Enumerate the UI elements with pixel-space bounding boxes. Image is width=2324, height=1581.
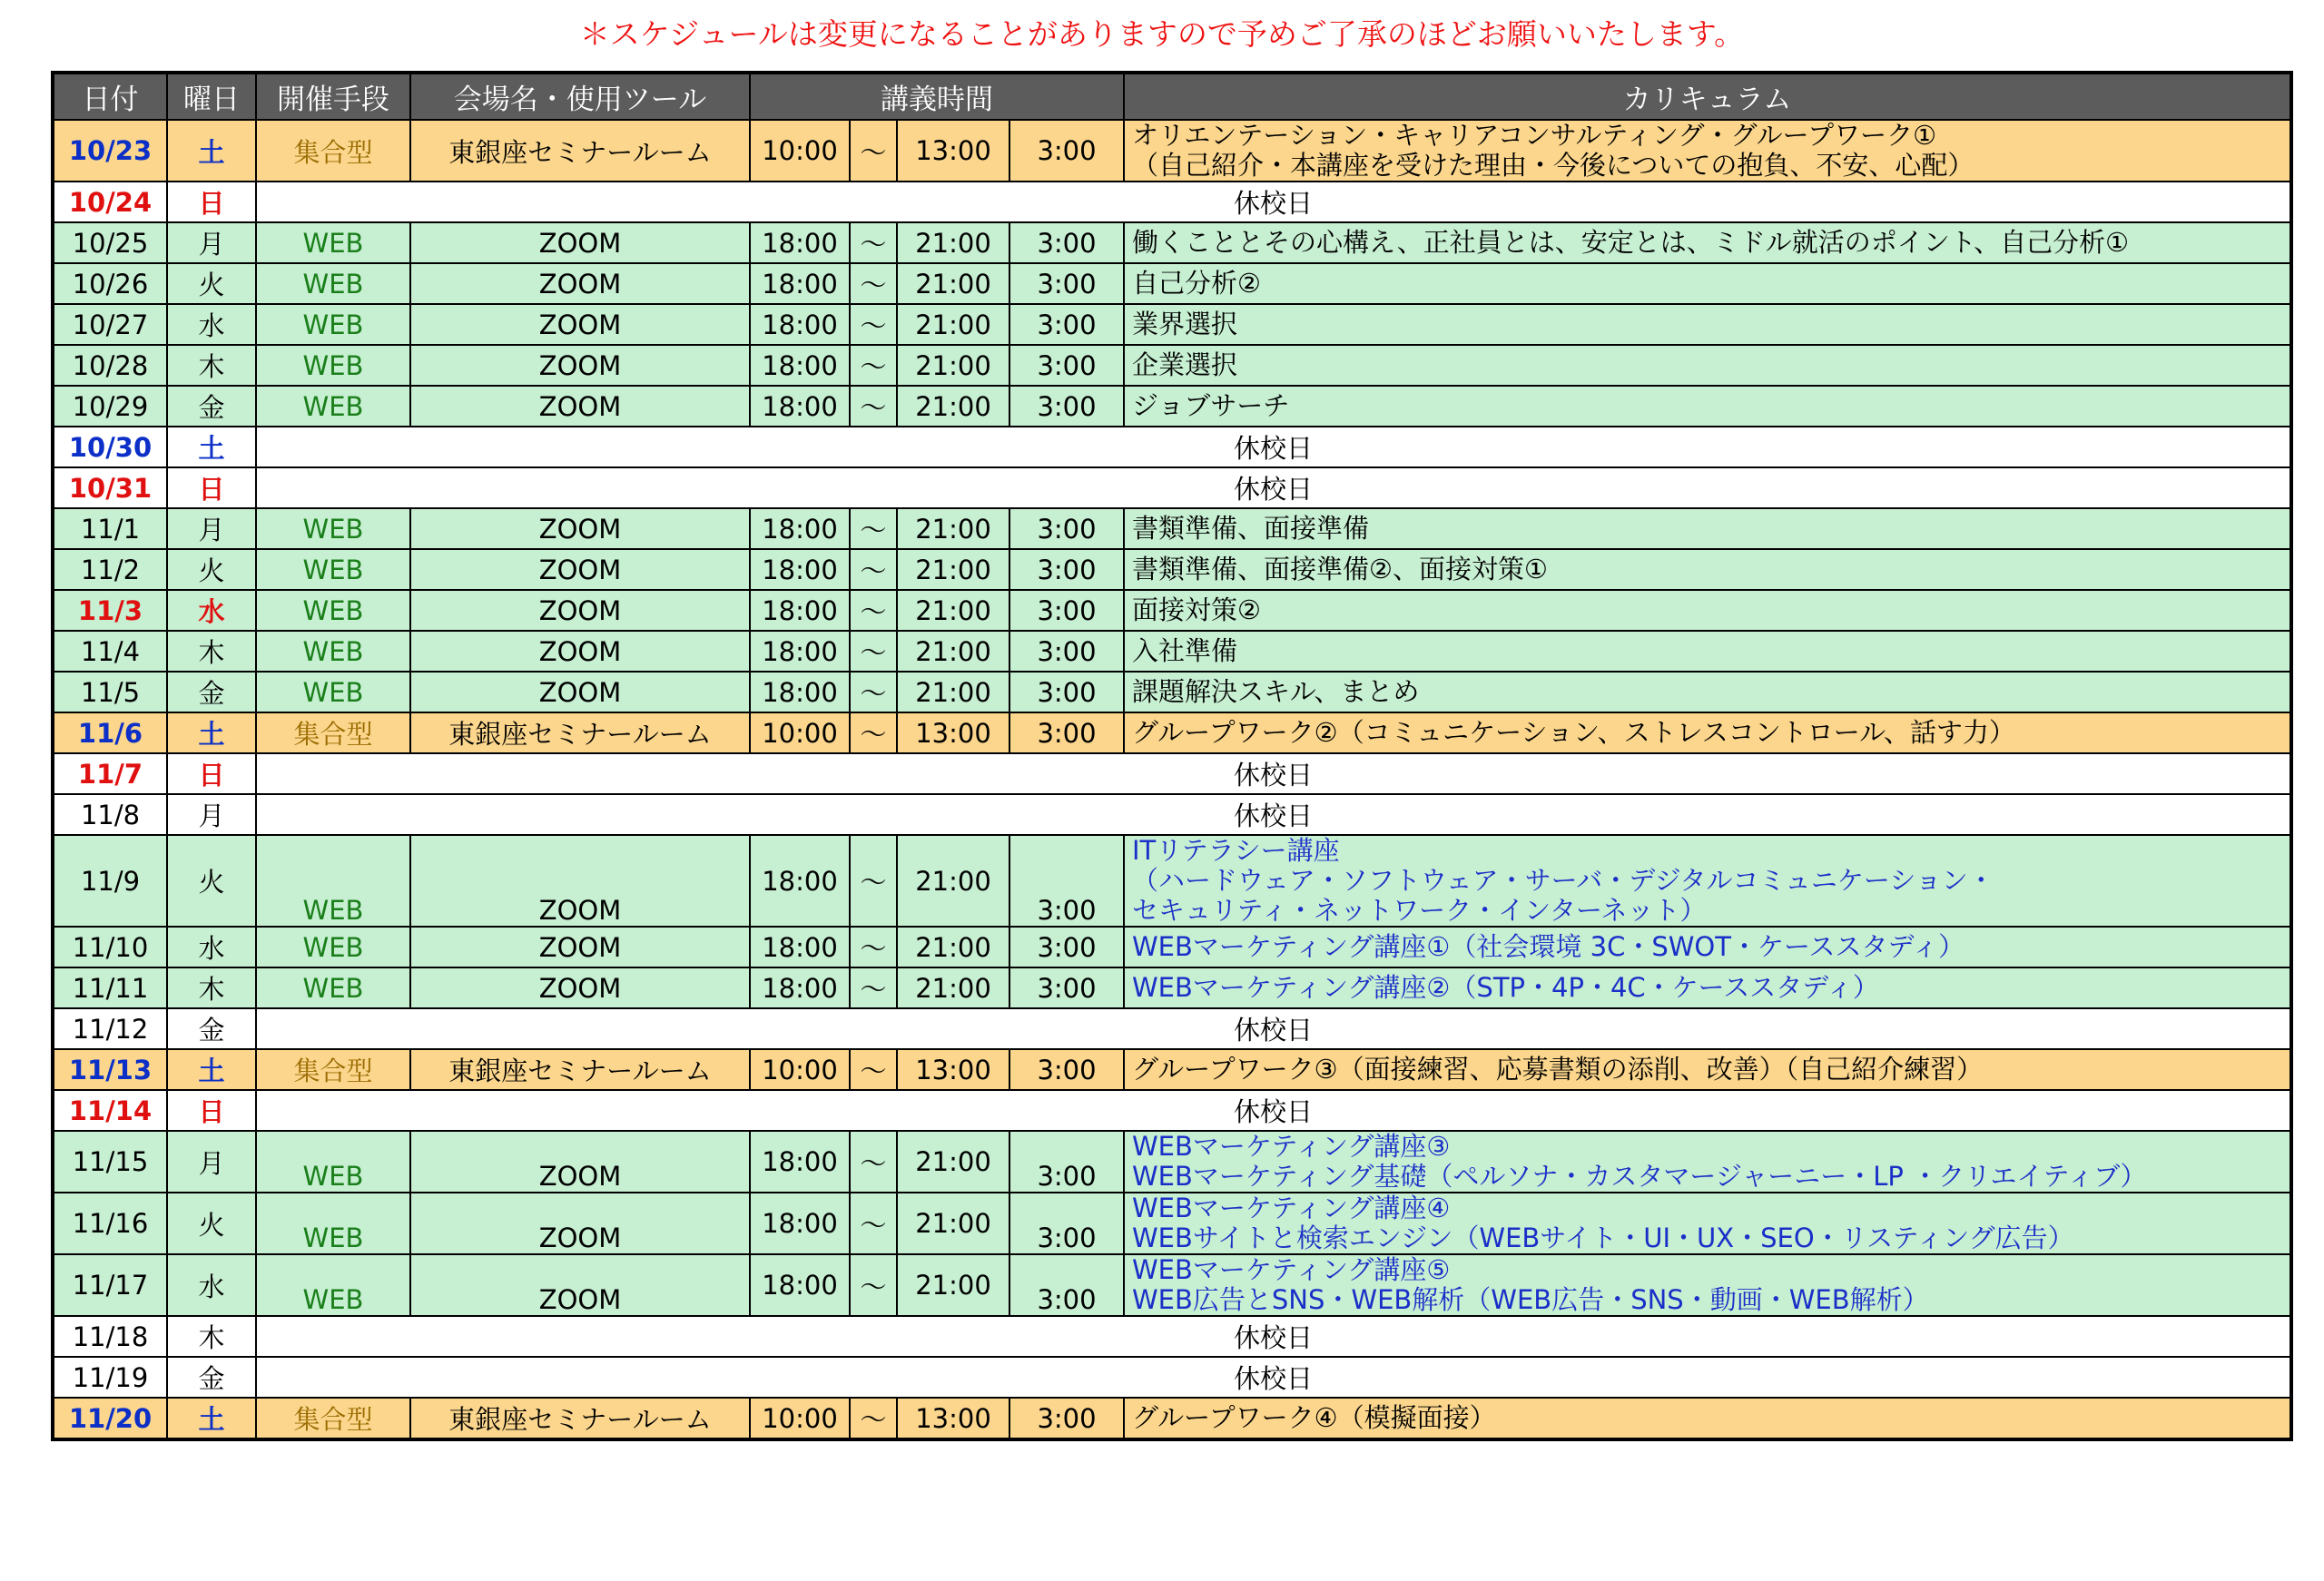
date-cell: 11/11 [53, 967, 167, 1008]
mode-cell: WEB [256, 967, 410, 1008]
table-row [53, 1316, 2291, 1357]
holiday-cell: 休校日 [256, 753, 2291, 794]
weekday-cell: 土 [167, 427, 256, 467]
date-cell: 10/24 [53, 182, 167, 222]
table-row [53, 222, 2291, 263]
mode-cell: WEB [256, 263, 410, 304]
curriculum-cell [1124, 549, 2291, 590]
holiday-cell: 休校日 [256, 467, 2291, 508]
date-cell: 11/16 [53, 1193, 167, 1254]
table-row [53, 549, 2291, 590]
mode-cell: WEB [256, 1254, 410, 1316]
weekday-cell: 土 [167, 1398, 256, 1439]
curriculum-line: 業界選択 [1132, 309, 1238, 339]
mode-cell: WEB [256, 1131, 410, 1193]
start-time-cell: 18:00 [750, 1193, 850, 1254]
weekday-cell: 日 [167, 467, 256, 508]
end-time-cell: 21:00 [897, 1131, 1009, 1193]
date-cell: 11/19 [53, 1357, 167, 1398]
venue-cell: ZOOM [410, 927, 750, 967]
mode-cell: WEB [256, 345, 410, 386]
end-time-cell: 13:00 [897, 120, 1009, 182]
weekday-cell: 月 [167, 508, 256, 549]
curriculum-line: WEBマーケティング講座①（社会環境 3C・SWOT・ケーススタディ） [1132, 931, 1965, 962]
header-venue: 会場名・使用ツール [410, 73, 750, 120]
start-time-cell: 18:00 [750, 1131, 850, 1193]
end-time-cell: 21:00 [897, 1254, 1009, 1316]
curriculum-cell [1124, 835, 2291, 927]
table-row [53, 1090, 2291, 1131]
date-cell: 11/13 [53, 1049, 167, 1090]
time-separator-cell: 〜 [850, 304, 897, 345]
schedule-body [53, 120, 2291, 1439]
table-row [53, 1357, 2291, 1398]
curriculum-cell [1124, 631, 2291, 672]
curriculum-cell [1124, 927, 2291, 967]
time-separator-cell: 〜 [850, 508, 897, 549]
holiday-cell: 休校日 [256, 1090, 2291, 1131]
weekday-cell: 金 [167, 1008, 256, 1049]
date-cell: 11/20 [53, 1398, 167, 1439]
end-time-cell: 21:00 [897, 222, 1009, 263]
holiday-cell: 休校日 [256, 1357, 2291, 1398]
table-row [53, 967, 2291, 1008]
start-time-cell: 18:00 [750, 835, 850, 927]
start-time-cell: 18:00 [750, 549, 850, 590]
curriculum-cell [1124, 1049, 2291, 1090]
table-row [53, 1398, 2291, 1439]
weekday-cell: 月 [167, 794, 256, 835]
mode-cell: 集合型 [256, 712, 410, 753]
curriculum-line: WEBマーケティング講座②（STP・4P・4C・ケーススタディ） [1132, 972, 1879, 1003]
time-separator-cell: 〜 [850, 967, 897, 1008]
curriculum-line: WEBマーケティング講座④ [1132, 1193, 1451, 1223]
date-cell: 11/12 [53, 1008, 167, 1049]
time-separator-cell: 〜 [850, 1254, 897, 1316]
duration-cell: 3:00 [1009, 672, 1124, 712]
table-row [53, 1254, 2291, 1316]
duration-cell: 3:00 [1009, 1193, 1124, 1254]
weekday-cell: 木 [167, 967, 256, 1008]
start-time-cell: 18:00 [750, 263, 850, 304]
date-cell: 11/3 [53, 590, 167, 631]
end-time-cell: 13:00 [897, 1398, 1009, 1439]
time-separator-cell: 〜 [850, 927, 897, 967]
curriculum-cell [1124, 590, 2291, 631]
curriculum-cell [1124, 1254, 2291, 1316]
table-row [53, 712, 2291, 753]
duration-cell: 3:00 [1009, 590, 1124, 631]
curriculum-line: 働くこととその心構え、正社員とは、安定とは、ミドル就活のポイント、自己分析① [1132, 227, 2130, 258]
curriculum-line: 自己分析② [1132, 268, 1261, 299]
curriculum-line: オリエンテーション・キャリアコンサルティング・グループワーク① [1132, 120, 1937, 151]
duration-cell: 3:00 [1009, 967, 1124, 1008]
duration-cell: 3:00 [1009, 508, 1124, 549]
time-separator-cell: 〜 [850, 345, 897, 386]
duration-cell: 3:00 [1009, 1131, 1124, 1193]
table-row [53, 508, 2291, 549]
start-time-cell: 10:00 [750, 1398, 850, 1439]
mode-cell: WEB [256, 304, 410, 345]
end-time-cell: 21:00 [897, 835, 1009, 927]
curriculum-cell [1124, 967, 2291, 1008]
date-cell: 11/14 [53, 1090, 167, 1131]
time-separator-cell: 〜 [850, 672, 897, 712]
weekday-cell: 木 [167, 345, 256, 386]
venue-cell: ZOOM [410, 386, 750, 427]
date-cell: 11/15 [53, 1131, 167, 1193]
venue-cell: ZOOM [410, 222, 750, 263]
holiday-cell: 休校日 [256, 1316, 2291, 1357]
start-time-cell: 18:00 [750, 222, 850, 263]
curriculum-line: グループワーク③（面接練習、応募書類の添削、改善）（自己紹介練習） [1132, 1054, 1984, 1085]
curriculum-cell [1124, 386, 2291, 427]
table-row [53, 1193, 2291, 1254]
curriculum-line: セキュリティ・ネットワーク・インターネット） [1132, 895, 1707, 926]
end-time-cell: 21:00 [897, 386, 1009, 427]
date-cell: 11/6 [53, 712, 167, 753]
date-cell: 10/28 [53, 345, 167, 386]
start-time-cell: 18:00 [750, 508, 850, 549]
venue-cell: ZOOM [410, 263, 750, 304]
date-cell: 10/23 [53, 120, 167, 182]
end-time-cell: 21:00 [897, 549, 1009, 590]
venue-cell: ZOOM [410, 672, 750, 712]
curriculum-cell [1124, 263, 2291, 304]
weekday-cell: 水 [167, 1254, 256, 1316]
weekday-cell: 土 [167, 712, 256, 753]
weekday-cell: 日 [167, 182, 256, 222]
date-cell: 11/4 [53, 631, 167, 672]
venue-cell: ZOOM [410, 549, 750, 590]
header-mode: 開催手段 [256, 73, 410, 120]
date-cell: 10/25 [53, 222, 167, 263]
time-separator-cell: 〜 [850, 1131, 897, 1193]
date-cell: 11/8 [53, 794, 167, 835]
date-cell: 11/18 [53, 1316, 167, 1357]
holiday-cell: 休校日 [256, 427, 2291, 467]
weekday-cell: 月 [167, 222, 256, 263]
table-row [53, 927, 2291, 967]
date-cell: 10/31 [53, 467, 167, 508]
table-row [53, 753, 2291, 794]
date-cell: 11/7 [53, 753, 167, 794]
date-cell: 10/30 [53, 427, 167, 467]
mode-cell: WEB [256, 927, 410, 967]
table-row [53, 590, 2291, 631]
curriculum-line: ITリテラシー講座 [1132, 835, 1340, 866]
mode-cell: 集合型 [256, 1398, 410, 1439]
curriculum-line: 入社準備 [1132, 635, 1238, 666]
holiday-cell: 休校日 [256, 182, 2291, 222]
duration-cell: 3:00 [1009, 631, 1124, 672]
mode-cell: WEB [256, 631, 410, 672]
curriculum-line: グループワーク②（コミュニケーション、ストレスコントロール、話す力） [1132, 717, 2015, 748]
duration-cell: 3:00 [1009, 1398, 1124, 1439]
curriculum-cell [1124, 222, 2291, 263]
table-row [53, 304, 2291, 345]
duration-cell: 3:00 [1009, 386, 1124, 427]
schedule-notice: ＊スケジュールは変更になることがありますので予めご了承のほどお願いいたします。 [579, 16, 1745, 52]
table-row [53, 631, 2291, 672]
mode-cell: WEB [256, 549, 410, 590]
time-separator-cell: 〜 [850, 1398, 897, 1439]
start-time-cell: 10:00 [750, 712, 850, 753]
weekday-cell: 木 [167, 631, 256, 672]
table-row [53, 263, 2291, 304]
start-time-cell: 18:00 [750, 631, 850, 672]
time-separator-cell: 〜 [850, 386, 897, 427]
duration-cell: 3:00 [1009, 712, 1124, 753]
curriculum-line: （自己紹介・本講座を受けた理由・今後についての抱負、不安、心配） [1132, 150, 1974, 181]
duration-cell: 3:00 [1009, 222, 1124, 263]
end-time-cell: 13:00 [897, 712, 1009, 753]
table-row [53, 1049, 2291, 1090]
end-time-cell: 21:00 [897, 345, 1009, 386]
time-separator-cell: 〜 [850, 549, 897, 590]
date-cell: 11/17 [53, 1254, 167, 1316]
weekday-cell: 火 [167, 549, 256, 590]
venue-cell: ZOOM [410, 835, 750, 927]
weekday-cell: 金 [167, 1357, 256, 1398]
curriculum-line: グループワーク④（模擬面接） [1132, 1402, 1496, 1433]
holiday-cell: 休校日 [256, 1008, 2291, 1049]
date-cell: 10/26 [53, 263, 167, 304]
mode-cell: 集合型 [256, 1049, 410, 1090]
weekday-cell: 木 [167, 1316, 256, 1357]
mode-cell: WEB [256, 835, 410, 927]
weekday-cell: 金 [167, 386, 256, 427]
curriculum-cell [1124, 1193, 2291, 1254]
duration-cell: 3:00 [1009, 927, 1124, 967]
duration-cell: 3:00 [1009, 835, 1124, 927]
mode-cell: WEB [256, 386, 410, 427]
venue-cell: ZOOM [410, 304, 750, 345]
date-cell: 10/29 [53, 386, 167, 427]
duration-cell: 3:00 [1009, 263, 1124, 304]
venue-cell: ZOOM [410, 1254, 750, 1316]
table-row [53, 120, 2291, 182]
date-cell: 11/2 [53, 549, 167, 590]
time-separator-cell: 〜 [850, 712, 897, 753]
time-separator-cell: 〜 [850, 631, 897, 672]
end-time-cell: 21:00 [897, 672, 1009, 712]
start-time-cell: 18:00 [750, 1254, 850, 1316]
mode-cell: WEB [256, 672, 410, 712]
venue-cell: ZOOM [410, 508, 750, 549]
start-time-cell: 10:00 [750, 120, 850, 182]
duration-cell: 3:00 [1009, 345, 1124, 386]
start-time-cell: 18:00 [750, 345, 850, 386]
table-row [53, 386, 2291, 427]
end-time-cell: 21:00 [897, 927, 1009, 967]
venue-cell: ZOOM [410, 590, 750, 631]
date-cell: 10/27 [53, 304, 167, 345]
weekday-cell: 水 [167, 590, 256, 631]
duration-cell: 3:00 [1009, 304, 1124, 345]
venue-cell: ZOOM [410, 967, 750, 1008]
mode-cell: WEB [256, 222, 410, 263]
curriculum-cell [1124, 1131, 2291, 1193]
curriculum-cell [1124, 508, 2291, 549]
table-row [53, 427, 2291, 467]
header-weekday: 曜日 [167, 73, 256, 120]
curriculum-cell [1124, 345, 2291, 386]
table-row [53, 1008, 2291, 1049]
time-separator-cell: 〜 [850, 1193, 897, 1254]
weekday-cell: 月 [167, 1131, 256, 1193]
weekday-cell: 火 [167, 1193, 256, 1254]
mode-cell: WEB [256, 1193, 410, 1254]
duration-cell: 3:00 [1009, 549, 1124, 590]
duration-cell: 3:00 [1009, 1254, 1124, 1316]
curriculum-line: 書類準備、面接準備 [1132, 513, 1370, 544]
curriculum-cell [1124, 120, 2291, 182]
weekday-cell: 土 [167, 120, 256, 182]
weekday-cell: 日 [167, 753, 256, 794]
mode-cell: 集合型 [256, 120, 410, 182]
table-row [53, 794, 2291, 835]
time-separator-cell: 〜 [850, 263, 897, 304]
header-time: 講義時間 [750, 73, 1124, 120]
curriculum-line: WEBサイトと検索エンジン（WEBサイト・UI・UX・SEO・リスティング広告） [1132, 1223, 2074, 1253]
duration-cell: 3:00 [1009, 1049, 1124, 1090]
end-time-cell: 21:00 [897, 304, 1009, 345]
start-time-cell: 18:00 [750, 967, 850, 1008]
end-time-cell: 21:00 [897, 631, 1009, 672]
start-time-cell: 18:00 [750, 672, 850, 712]
venue-cell: 東銀座セミナールーム [410, 1049, 750, 1090]
venue-cell: ZOOM [410, 1193, 750, 1254]
venue-cell: 東銀座セミナールーム [410, 712, 750, 753]
table-row [53, 345, 2291, 386]
curriculum-cell [1124, 672, 2291, 712]
curriculum-line: WEBマーケティング講座⑤ [1132, 1254, 1451, 1285]
table-row [53, 182, 2291, 222]
curriculum-line: WEB広告とSNS・WEB解析（WEB広告・SNS・動画・WEB解析） [1132, 1284, 1929, 1315]
curriculum-line: ジョブサーチ [1132, 390, 1290, 421]
weekday-cell: 金 [167, 672, 256, 712]
duration-cell: 3:00 [1009, 120, 1124, 182]
curriculum-line: WEBマーケティング基礎（ペルソナ・カスタマージャーニー・LP ・クリエイティブ） [1132, 1161, 2147, 1192]
curriculum-cell [1124, 712, 2291, 753]
weekday-cell: 水 [167, 304, 256, 345]
weekday-cell: 火 [167, 835, 256, 927]
holiday-cell: 休校日 [256, 794, 2291, 835]
curriculum-line: 面接対策② [1132, 594, 1261, 625]
date-cell: 11/1 [53, 508, 167, 549]
header-row [53, 73, 2291, 120]
weekday-cell: 日 [167, 1090, 256, 1131]
table-row [53, 835, 2291, 927]
time-separator-cell: 〜 [850, 120, 897, 182]
end-time-cell: 21:00 [897, 590, 1009, 631]
mode-cell: WEB [256, 590, 410, 631]
end-time-cell: 13:00 [897, 1049, 1009, 1090]
weekday-cell: 水 [167, 927, 256, 967]
start-time-cell: 18:00 [750, 386, 850, 427]
curriculum-cell [1124, 304, 2291, 345]
curriculum-line: 課題解決スキル、まとめ [1132, 676, 1420, 707]
start-time-cell: 10:00 [750, 1049, 850, 1090]
date-cell: 11/10 [53, 927, 167, 967]
start-time-cell: 18:00 [750, 304, 850, 345]
weekday-cell: 土 [167, 1049, 256, 1090]
weekday-cell: 火 [167, 263, 256, 304]
date-cell: 11/5 [53, 672, 167, 712]
start-time-cell: 18:00 [750, 927, 850, 967]
curriculum-cell [1124, 1398, 2291, 1439]
header-date: 日付 [53, 73, 167, 120]
venue-cell: 東銀座セミナールーム [410, 1398, 750, 1439]
time-separator-cell: 〜 [850, 222, 897, 263]
table-row [53, 1131, 2291, 1193]
end-time-cell: 21:00 [897, 263, 1009, 304]
date-cell: 11/9 [53, 835, 167, 927]
venue-cell: ZOOM [410, 1131, 750, 1193]
curriculum-line: 企業選択 [1132, 349, 1238, 380]
time-separator-cell: 〜 [850, 835, 897, 927]
end-time-cell: 21:00 [897, 508, 1009, 549]
time-separator-cell: 〜 [850, 590, 897, 631]
header-curriculum: カリキュラム [1124, 73, 2291, 120]
start-time-cell: 18:00 [750, 590, 850, 631]
curriculum-line: 書類準備、面接準備②、面接対策① [1132, 554, 1548, 584]
venue-cell: ZOOM [410, 631, 750, 672]
end-time-cell: 21:00 [897, 967, 1009, 1008]
venue-cell: 東銀座セミナールーム [410, 120, 750, 182]
table-row [53, 467, 2291, 508]
venue-cell: ZOOM [410, 345, 750, 386]
curriculum-line: （ハードウェア・ソフトウェア・サーバ・デジタルコミュニケーション・ [1132, 865, 1994, 896]
mode-cell: WEB [256, 508, 410, 549]
schedule-table [51, 71, 2293, 1441]
table-row [53, 672, 2291, 712]
time-separator-cell: 〜 [850, 1049, 897, 1090]
curriculum-line: WEBマーケティング講座③ [1132, 1131, 1451, 1162]
end-time-cell: 21:00 [897, 1193, 1009, 1254]
